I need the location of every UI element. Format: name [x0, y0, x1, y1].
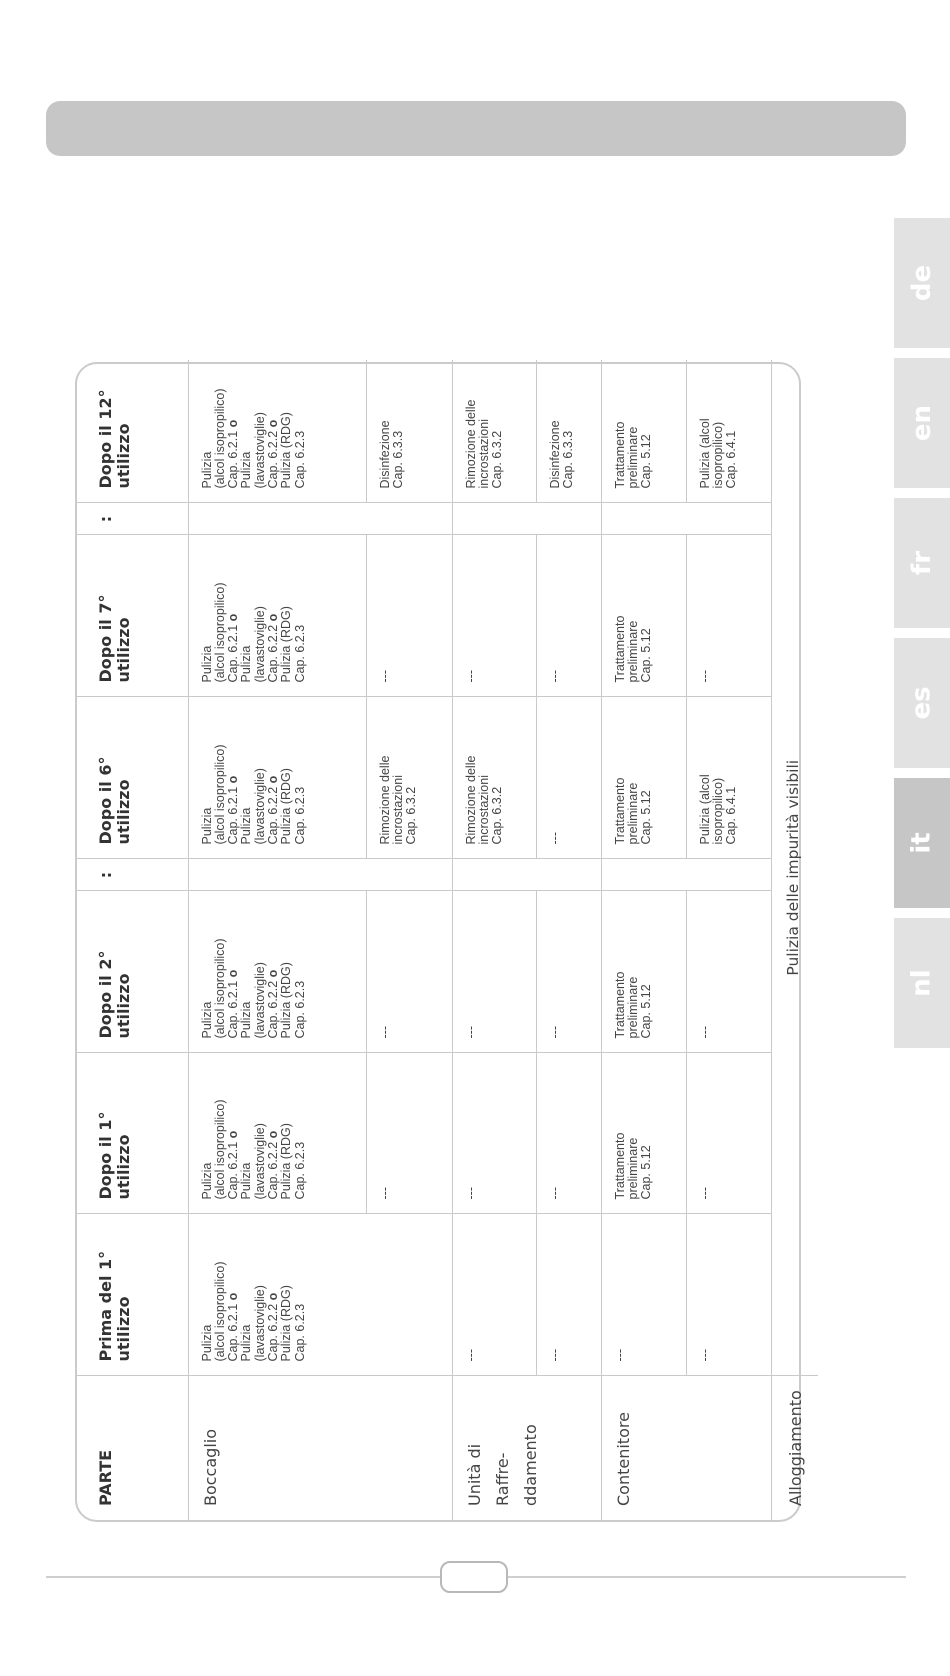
- mouthpiece-after1-cell: Pulizia (alcol isopropilico) Cap. 6.2.1 o Pulizia (lavastoviglie) Cap. 6.2.2 o Pulizia (RDG) Cap. 6.2.3: [188, 1053, 366, 1214]
- cooling-after7-dash: ---: [452, 535, 536, 697]
- container-after12-alcohol-cleaning: Pulizia (alcol isopropilico) Cap. 6.4.1: [686, 360, 771, 503]
- cooling-after12-disinfection: Disinfezione Cap. 6.3.3: [536, 360, 601, 503]
- header-after-12th-use: Dopo il 12° utilizzo: [77, 360, 188, 503]
- cooling-after1-dash: ---: [452, 1053, 536, 1214]
- separator-cell: [601, 503, 771, 535]
- header-after-7th-use: Dopo il 7° utilizzo: [77, 535, 188, 697]
- container-after2-dash-2: ---: [686, 891, 771, 1053]
- container-after6-alcohol-cleaning: Pulizia (alcol isopropilico) Cap. 6.4.1: [686, 697, 771, 859]
- header-after-1st-use: Dopo il 1° utilizzo: [77, 1053, 188, 1214]
- container-after12-pretreatment: Trattamento preliminare Cap. 5.12: [601, 360, 686, 503]
- cleaning-schedule-table: [75, 362, 805, 1522]
- cooling-after12-descaling: Rimozione delle incrostazioni Cap. 6.3.2: [452, 360, 536, 503]
- separator-cell: [452, 859, 601, 891]
- mouthpiece-after12-disinfection: Disinfezione Cap. 6.3.3: [366, 360, 452, 503]
- mouthpiece-after7-cell: Pulizia (alcol isopropilico) Cap. 6.2.1 o Pulizia (lavastoviglie) Cap. 6.2.2 o Pulizia (RDG) Cap. 6.2.3: [188, 535, 366, 697]
- header-before-1st-use: Prima del 1° utilizzo: [77, 1214, 188, 1376]
- container-after7-dash-2: ---: [686, 535, 771, 697]
- mouthpiece-before1-cell: Pulizia (alcol isopropilico) Cap. 6.2.1 o Pulizia (lavastoviglie) Cap. 6.2.2 o Pulizia (RDG) Cap. 6.2.3: [188, 1214, 452, 1376]
- container-before1-dash-2: ---: [686, 1214, 771, 1376]
- lang-tab-es[interactable]: es: [894, 638, 950, 768]
- header-after-2nd-use: Dopo il 2° utilizzo: [77, 891, 188, 1053]
- header-bar: [46, 101, 906, 156]
- cooling-before1-dash-2: ---: [536, 1214, 601, 1376]
- header-after-6th-use: Dopo il 6° utilizzo: [77, 697, 188, 859]
- container-before1-dash: ---: [601, 1214, 686, 1376]
- header-separator: :: [77, 503, 188, 535]
- cooling-before1-dash: ---: [452, 1214, 536, 1376]
- separator-cell: [188, 503, 452, 535]
- lang-tab-it[interactable]: it: [894, 778, 950, 908]
- cooling-after7-dash-2: ---: [536, 535, 601, 697]
- lang-tab-nl[interactable]: nl: [894, 918, 950, 1048]
- cooling-after6-dash-2: ---: [536, 697, 601, 859]
- mouthpiece-after2-cell: Pulizia (alcol isopropilico) Cap. 6.2.1 o Pulizia (lavastoviglie) Cap. 6.2.2 o Pulizia (RDG) Cap. 6.2.3: [188, 891, 366, 1053]
- container-after1-dash-2: ---: [686, 1053, 771, 1214]
- separator-cell: [188, 859, 452, 891]
- mouthpiece-after6-cell: Pulizia (alcol isopropilico) Cap. 6.2.1 o Pulizia (lavastoviglie) Cap. 6.2.2 o Pulizia (RDG) Cap. 6.2.3: [188, 697, 366, 859]
- header-separator: :: [77, 859, 188, 891]
- mouthpiece-after1-dash: ---: [366, 1053, 452, 1214]
- separator-cell: [601, 859, 771, 891]
- cooling-after6-descaling: Rimozione delle incrostazioni Cap. 6.3.2: [452, 697, 536, 859]
- housing-note: Pulizia delle impurità visibili: [771, 360, 818, 1376]
- container-after7-pretreatment: Trattamento preliminare Cap. 5.12: [601, 535, 686, 697]
- mouthpiece-after2-dash: ---: [366, 891, 452, 1053]
- separator-cell: [452, 503, 601, 535]
- cooling-after2-dash-2: ---: [536, 891, 601, 1053]
- part-cooling-unit: Unità di Raffre- ddamento: [452, 1376, 601, 1520]
- cooling-after1-dash-2: ---: [536, 1053, 601, 1214]
- page-number-box: [440, 1561, 508, 1593]
- mouthpiece-after6-descaling: Rimozione delle incrostazioni Cap. 6.3.2: [366, 697, 452, 859]
- header-part: PARTE: [77, 1376, 188, 1520]
- container-after6-pretreatment: Trattamento preliminare Cap. 5.12: [601, 697, 686, 859]
- container-after1-pretreatment: Trattamento preliminare Cap. 5.12: [601, 1053, 686, 1214]
- lang-tab-de[interactable]: de: [894, 218, 950, 348]
- part-mouthpiece: Boccaglio: [188, 1376, 452, 1520]
- part-container: Contenitore: [601, 1376, 771, 1520]
- container-after2-pretreatment: Trattamento preliminare Cap. 5.12: [601, 891, 686, 1053]
- part-housing: Alloggiamento: [771, 1376, 818, 1520]
- mouthpiece-after7-dash: ---: [366, 535, 452, 697]
- mouthpiece-after12-cell: Pulizia (alcol isopropilico) Cap. 6.2.1 o Pulizia (lavastoviglie) Cap. 6.2.2 o Pulizia (RDG) Cap. 6.2.3: [188, 360, 366, 503]
- lang-tab-fr[interactable]: fr: [894, 498, 950, 628]
- lang-tab-en[interactable]: en: [894, 358, 950, 488]
- cooling-after2-dash: ---: [452, 891, 536, 1053]
